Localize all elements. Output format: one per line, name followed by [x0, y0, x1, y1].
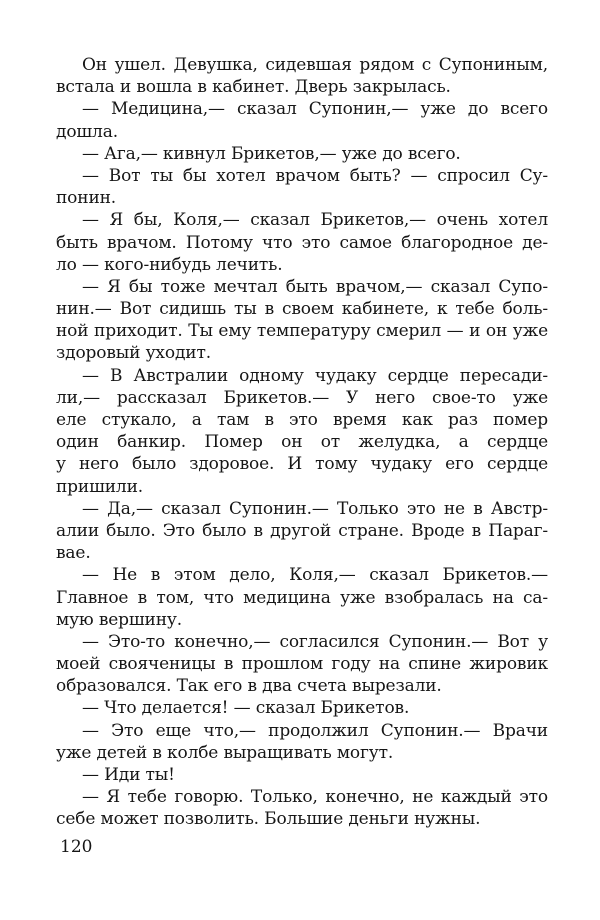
page-number: 120 — [60, 837, 93, 857]
text-line: — Иди ты! — [82, 765, 175, 785]
text-line: понин. — [56, 188, 117, 209]
text-line: пришили. — [56, 476, 144, 497]
text-line: ло — кого-нибудь лечить. — [56, 254, 283, 275]
text-line: — Да,— сказал Супонин.— Только это не в Австр- — [82, 498, 548, 519]
text-line: — Я тебе говорю. Только, конечно, не каждый это — [82, 787, 548, 808]
text-line: дошла. — [56, 121, 118, 142]
text-line: здоровый уходит. — [56, 343, 211, 364]
text-line: — Не в этом дело, Коля,— сказал Брикетов.— — [82, 565, 548, 586]
text-line: образовался. Так его в два счета вырезали. — [56, 676, 442, 697]
text-line: у него было здоровое. И тому чудаку его сердце — [56, 454, 548, 475]
text-line: себе может позволить. Большие деньги нужны. — [56, 809, 481, 830]
text-line: алии было. Это было в другой стране. Вроде в Параг- — [56, 520, 548, 541]
text-line: один банкир. Помер он от желудка, а сердце — [56, 432, 548, 453]
text-line: — Что делается! — сказал Брикетов. — [82, 698, 410, 719]
page-body — [56, 54, 548, 831]
text-line: нин.— Вот сидишь ты в своем кабинете, к тебе боль- — [56, 299, 548, 320]
text-line: Он ушел. Девушка, сидевшая рядом с Супониным, — [82, 55, 548, 75]
text-line: уже детей в колбе выращивать могут. — [56, 742, 394, 763]
text-line: — Я бы, Коля,— сказал Брикетов,— очень хотел — [82, 210, 548, 231]
text-line: мую вершину. — [56, 609, 183, 630]
text-line: быть врачом. Потому что это самое благородное де- — [56, 232, 548, 253]
text-line: вае. — [56, 543, 91, 564]
text-line: — Это еще что,— продолжил Супонин.— Врачи — [82, 720, 548, 741]
text-line: — Вот ты бы хотел врачом быть? — спросил Су- — [82, 165, 548, 186]
text-line: еле стукало, а там в это время как раз помер — [56, 410, 548, 430]
text-line: — В Австралии одному чудаку сердце пересади- — [82, 365, 548, 386]
text-line: моей свояченицы в прошлом году на спине жировик — [56, 654, 548, 675]
text-line: Главное в том, что медицина уже взобралась на са- — [56, 587, 548, 608]
text-line: встала и вошла в кабинет. Дверь закрылась. — [56, 77, 451, 98]
text-line: ной приходит. Ты ему температуру смерил — и он уже — [56, 321, 548, 342]
text-line: — Я бы тоже мечтал быть врачом,— сказал Супо- — [82, 276, 548, 297]
text-line: — Медицина,— сказал Супонин,— уже до всего — [82, 99, 548, 120]
text-line: — Это-то конечно,— согласился Супонин.— Вот у — [82, 631, 548, 652]
text-line: ли,— рассказал Брикетов.— У него свое-то уже — [56, 387, 548, 408]
text-line: — Ага,— кивнул Брикетов,— уже до всего. — [82, 143, 461, 164]
